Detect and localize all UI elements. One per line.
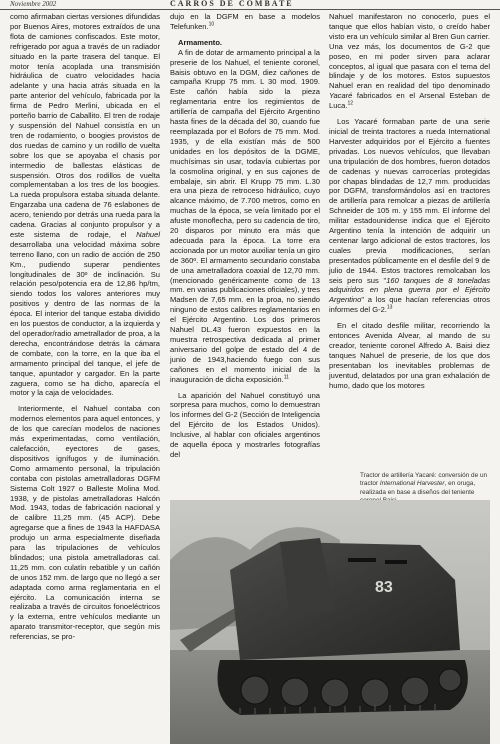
text-column-2 — [170, 12, 320, 460]
paragraph: Nahuel manifestaron no conocerlo, pues el tanque que ellos habían visto, o creído haber visto era un vehículo similar al Bren Gun carrier. Una vez más, los documentos de G-2 que poseo, en mi poder sirven para aclarar conceptos, al igual que pasara con el tema del blindaje y de los motores. Estos supuestos Nahuel eran en realidad del tipo denominado Yacaré fabricados en el Arsenal Esteban de Luca.$^{12}$ — [329, 12, 490, 111]
paragraph: En el citado desfile militar, recorriendo la entonces Avenida Alvear, al mando de su creador, teniente coronel Alfredo A. Baisi diez tanques Nahuel de preserie, de los que dos presentaban los inevitables problemas de juventud, delatados por una gran exhalación de humo, dado que los motores — [329, 321, 490, 390]
paragraph: La aparición del Nahuel constituyó una sorpresa para muchos, como lo demuestran los informes del G-2 (Sección de Inteligencia del Ejército de los Estados Unidos). Inclusive, al hablar con oficiales argentinos de aquella época y mostrarles fotografías del — [170, 390, 320, 459]
tractor-illustration — [170, 500, 490, 744]
text-column-3 — [329, 12, 490, 391]
issue-date: Noviembre 2002 — [10, 0, 57, 8]
page-header — [0, 0, 500, 10]
vision-slit — [348, 558, 376, 562]
paragraph: dujo en la DGFM en base a modelos Telefunken.$^{10}$ — [170, 12, 320, 31]
tractor-photo — [170, 500, 490, 744]
tractor-hull — [230, 542, 460, 660]
subheading-armamento: Armamento. — [178, 37, 223, 47]
paragraph: Interiormente, el Nahuel contaba con modernos elementos para aquel entonces, y de los que carecían modelos de naciones más experimentadas, como ventilación, calefacción, eyectores de gases, dispositivos ignífugos y de iluminación. Como armamento personal, la tripulación contaba con pistolas ametralladoras DGFM Sistema Colt 1927 o Balleste Molina Mod. 1938, y de pistolas ametralladoras Halcón Mod. 1943, todas de fabricación nacional y de calibre 11,25 mm. (45 ACP). Debe agregarse que a fines de 1943 la HAFDASA produjo un arma especialmente diseñada para las tripulaciones de vehículos blindados; una pistola ametralladoras cal. 11,25 mm. con culatín rebatible y un cañón de unos 152 mm. de largo que no llegó a ser adaptada como arma reglamentaria en el ejército. La comunicación interna se realizaba a través de circuitos fonoeléctricos y la externa, entre vehículos mediante un aparato transmitor-receptor, que según mis referencias, se pro- — [10, 404, 160, 642]
section-title: CARROS DE COMBATE — [170, 0, 294, 8]
turret-number: 83 — [375, 579, 393, 596]
photo-caption: Tractor de artillería Yacaré: conversión de un tractor International Harvester, en oruga, realizada en base a diseños del teniente — [360, 472, 488, 496]
text-column-1 — [10, 12, 160, 642]
paragraph: como afirmaban ciertas versiones difundidas por Buenos Aires, motores extraídos de una flota de camiones confiscados. Este motor, refrigerado por agua a través de un radiador situado en la parte trasera del tanque. El motor tenía acoplada una transmisión hidráulica de cuatro velocidades hacia adelante y una hacia atrás situada en la parte anterior del vehículo, fabricada por la firma de Pedro Merlini, ubicada en el porteño barrio de Caballito. El tren de rodaje y suspensión del Nahuel consistía en un tren de rodamiento, o boogies provistos de dos ruedas de camino y un rodillo de vuelta sobre los que se apoyaba el chasis por intermedio de ballestas elásticas de suspensión. Otros dos rodillos de vuelta complementaban a los tres de los boogies. La rueda propulsora estaba situada delante. Engarzaba una cadena de 76 eslabones de acero, teniendo por detrás una rueda para la cadena. Gracias al conjunto propulsor y a este sistema de rodaje, el Nahuel desarrollaba una velocidad máxima sobre terreno llano, con un radio de acción de 250 Km., pudiendo superar pendientes longitudinales de 30º de inclinación. Su relación peso/potencia era de 12,86 hp/tm, siendo todos los valores anteriores muy positivos y dentro de las normas de la época. El interior del tanque estaba dividido en los puestos de conductor, a la izquierda y del operador/radio ametrallador de proa, a la derecha, encontrándose detrás la cámara de combate, con la torre, en la que iba el armamento principal del tanque, el jefe de tanque, apuntador y cargador. En la parte zaguera, como se ha dicho, aparecía el motor y la caja de velocidades. — [10, 12, 160, 398]
vision-slit — [385, 560, 407, 564]
paragraph: A fin de dotar de armamento principal a la preserie de los Nahuel, el teniente coronel, Baisis obtuvo en la DGM, diez cañones de campaña Krupp 75 mm. L 30 mod. 1909. Este cañón había sido la pieza reglamentaria entre los regimientos de artillería de campaña del Ejército Argentino hasta fines de la década del 30, cuando fue reemplazada por el Bofors de 75 mm. Mod. 1935, y de ella existían más de 500 unidades en los depósitos de la DGME, muchísimas sin usar, todavía cubiertas por la cosmolina original, y en sus cajones de embalaje, sin abrir. El Krupp 75 mm. L.30 era una pieza de retroceso hidráulico, cuyo alcance máximo, de 7.700 metros, como en muchas de la época, se veía limitado por el afuste monoflecha, pero su cadencia de tiro, 20 disparos por minuto era más que adecuada para la época. La torre era accionada por un motor auxiliar tenía un giro de 360º. El armamento secundario constaba de una ametralladora coaxial de 12,70 mm. (mencionado genéricamente como de 13 mm. en varias publicaciones oficiales), y tres Madsen de 7,65 mm. en la proa, no siendo ninguno de estos calibres reglamentarios en el Ejército Argentino. Los dos primeros Nahuel DL.43 fueron expuestos en la muestra retrospectiva dedicada al primer aniversario del golpe de estado del 4 de junio de 1943,haciendo fuego con sus cañones en el momento inicial de la inauguración de dicha exposición.$^{11}$ — [170, 47, 320, 384]
paragraph: Los Yacaré formaban parte de una serie inicial de treinta tractores a rueda International Harvester adquiridos por el Ejército a fuentes privadas. Los nuevos vehículos, que llevaban una tripulación de dos hombres, fueron dotados de cadenas y nuevas carrocerías protegidas por chapas blindadas de 12,7 mm. producidas por DGFM, transformándolos así en tractores de artillería para remolcar a piezas de artillería Schneider de 105 m. y 155 mm. El informe del militar estadounidense indica que el Ejército Argentino tenía la intención de adquirir un centenar largo adicional de estos tractores, los cuales previa modificaciones, serían presentados públicamente en el desfile del 9 de julio de 1944. Estos tractores remolcaban los seis pero sus "160 tanques de 8 toneladas adquiridos en plena guerra por el Ejército Argentino" a los que hacían referencias otros informes del G-2.13 — [329, 117, 490, 315]
